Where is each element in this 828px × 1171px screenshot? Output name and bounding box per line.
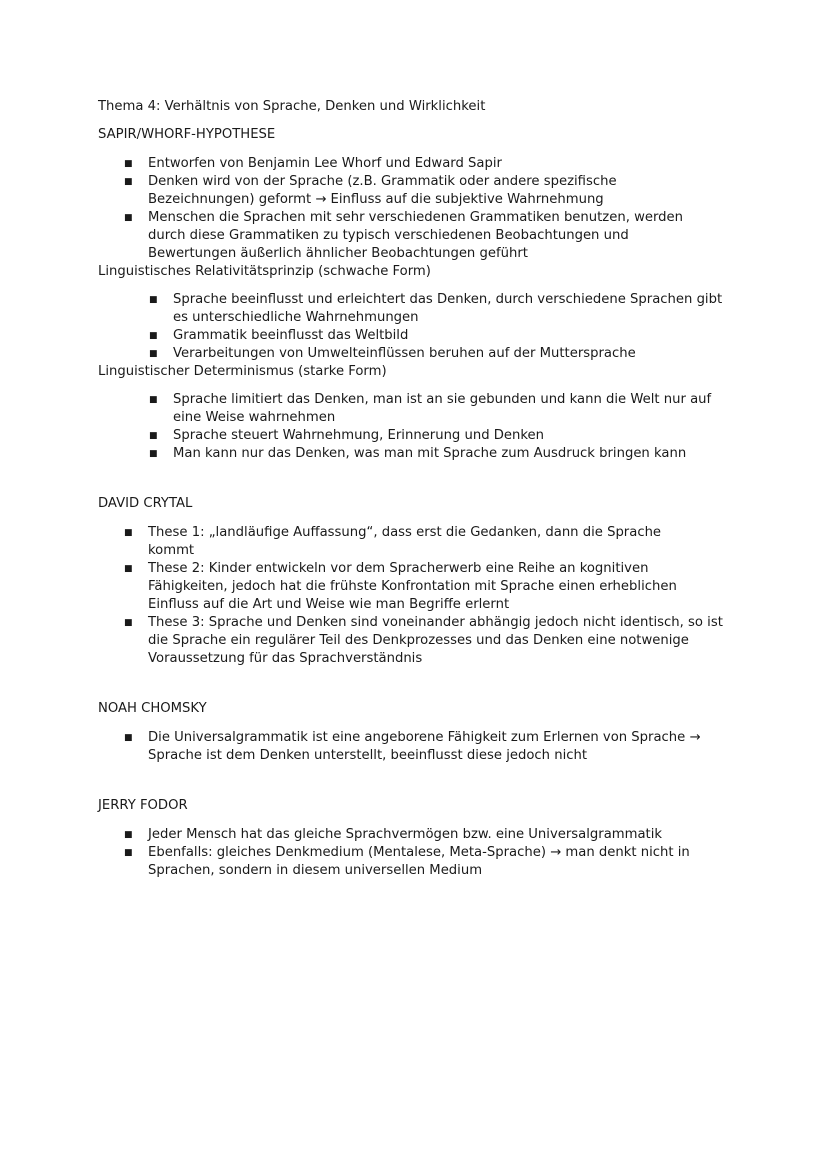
bullet-icon: ■ [124, 830, 133, 840]
bullet-icon: ■ [124, 528, 133, 538]
bullet-icon: ■ [149, 431, 158, 441]
section-heading-noah-chomsky: NOAH CHOMSKY [98, 701, 207, 716]
list-item: ■ Entworfen von Benjamin Lee Whorf und Edward Sapir [124, 156, 502, 171]
bullet-icon: ■ [124, 618, 133, 628]
bullet-icon: ■ [149, 295, 158, 305]
bullet-icon: ■ [149, 331, 158, 341]
chomsky-list [98, 729, 738, 765]
list-item: ■ Jeder Mensch hat das gleiche Sprachvermögen bzw. eine Universalgrammatik [124, 827, 663, 842]
sapir-list [98, 155, 738, 263]
bullet-icon: ■ [124, 213, 133, 223]
fodor-list [98, 826, 738, 880]
list-item: ■ Denken wird von der Sprache (z.B. Grammatik oder andere spezifische Bezeichnungen) geformt → Einfluss auf die subjektive Wahrnehmung [124, 174, 617, 207]
list-item: ■ Man kann nur das Denken, was man mit Sprache zum Ausdruck bringen kann [149, 446, 687, 461]
list-item: ■ Sprache steuert Wahrnehmung, Erinnerung und Denken [149, 428, 545, 443]
weak-form-list [98, 291, 738, 363]
subheading-weak-form: Linguistisches Relativitätsprinzip (schwache Form) [98, 264, 431, 279]
list-item: ■ Sprache beeinflusst und erleichtert das Denken, durch verschiedene Sprachen gibt es unterschiedliche Wahrnehmungen [149, 292, 723, 325]
bullet-icon: ■ [124, 564, 133, 574]
bullet-icon: ■ [124, 159, 133, 169]
document-page [98, 98, 738, 880]
list-item: ■ Die Universalgrammatik ist eine angeborene Fähigkeit zum Erlernen von Sprache → Sprache ist dem Denken unterstellt, beeinflusst diese jedoch nicht [124, 730, 701, 763]
strong-form-list [98, 391, 738, 463]
list-item: ■ These 1: „landläufige Auffassung“, dass erst die Gedanken, dann die Sprache kommt [124, 525, 662, 558]
section-heading-sapir-whorf: SAPIR/WHORF-HYPOTHESE [98, 127, 276, 142]
section-heading-jerry-fodor: JERRY FODOR [98, 798, 188, 813]
list-item: ■ These 2: Kinder entwickeln vor dem Spracherwerb eine Reihe an kognitiven Fähigkeiten, jedoch hat die frühste Konfrontation mit Sprache einen erheblichen Einfluss auf die Art und Weise wie man Begriffe erlernt [124, 561, 677, 612]
bullet-icon: ■ [149, 449, 158, 459]
list-item: ■ Verarbeitungen von Umwelteinflüssen beruhen auf der Muttersprache [149, 346, 636, 361]
list-item: ■ Ebenfalls: gleiches Denkmedium (Mentalese, Meta-Sprache) → man denkt nicht in Sprachen, sondern in diesem universellen Medium [124, 845, 690, 878]
bullet-icon: ■ [124, 848, 133, 858]
bullet-icon: ■ [124, 733, 133, 743]
bullet-icon: ■ [124, 177, 133, 187]
bullet-icon: ■ [149, 349, 158, 359]
section-heading-david-crytal: DAVID CRYTAL [98, 496, 193, 511]
list-item: ■ Menschen die Sprachen mit sehr verschiedenen Grammatiken benutzen, werden durch diese Grammatiken zu typisch verschiedenen Beobachtungen und Bewertungen äußerlich ähnlicher Beobachtungen geführt [124, 210, 684, 261]
subheading-strong-form: Linguistischer Determinismus (starke Form) [98, 364, 387, 379]
list-item: ■ Sprache limitiert das Denken, man ist an sie gebunden und kann die Welt nur auf eine Weise wahrnehmen [149, 392, 712, 425]
crytal-list [98, 524, 738, 668]
list-item: ■ These 3: Sprache und Denken sind voneinander abhängig jedoch nicht identisch, so ist die Sprache ein regulärer Teil des Denkprozesses und das Denken eine notwenige Voraussetzung für das Sprachverständnis [124, 615, 723, 666]
bullet-icon: ■ [149, 395, 158, 405]
document-title: Thema 4: Verhältnis von Sprache, Denken und Wirklichkeit [98, 99, 486, 114]
list-item: ■ Grammatik beeinflusst das Weltbild [149, 328, 409, 343]
